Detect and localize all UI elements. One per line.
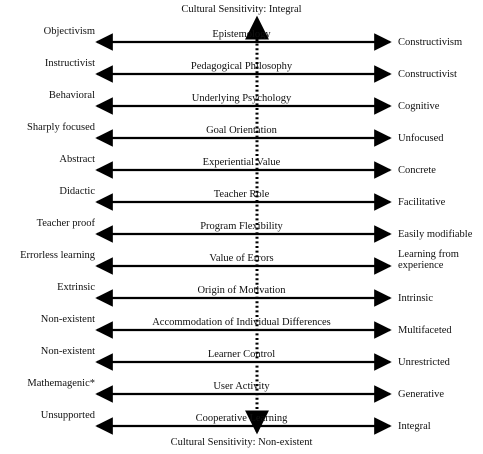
dimension-title: Program Flexibility [200, 221, 283, 232]
dimension-right-pole: Learning from experience [398, 249, 459, 271]
dimension-left-pole: Objectivism [43, 26, 95, 37]
dimension-title: Teacher Role [213, 189, 270, 200]
dimension-left-pole: Extrinsic [57, 282, 95, 293]
dimension-title: Epistemology [212, 29, 271, 40]
dimension-left-pole: Instructivist [44, 58, 95, 69]
dimension-left-pole: Abstract [59, 154, 95, 165]
dimension-left-pole: Mathemagenic* [27, 378, 95, 389]
dimension-title: Learner Control [207, 349, 276, 360]
dimension-right-pole: Easily modifiable [398, 229, 473, 240]
dimension-title: Goal Orientation [206, 125, 277, 136]
dimension-left-pole: Errorless learning [20, 250, 95, 261]
dimension-right-pole: Cognitive [398, 101, 440, 112]
dimension-left-pole: Behavioral [48, 90, 95, 101]
dimension-right-pole: Facilitative [398, 197, 446, 208]
dimension-title: Value of Errors [209, 253, 274, 264]
dimension-right-pole: Multifaceted [398, 325, 452, 336]
dimension-title: User Activity [213, 381, 270, 392]
dimension-left-pole: Unsupported [40, 410, 95, 421]
dimension-right-pole: Intrinsic [398, 293, 433, 304]
dimension-right-pole: Constructivist [398, 69, 457, 80]
dimension-right-pole: Unrestricted [398, 357, 450, 368]
dimension-title: Pedagogical Philosophy [190, 61, 293, 72]
bottom-axis-label: Cultural Sensitivity: Non-existent [170, 437, 313, 448]
dimension-right-pole: Generative [398, 389, 445, 400]
dimension-right-pole: Concrete [398, 165, 436, 176]
dimension-title: Origin of Motivation [197, 285, 286, 296]
dimension-title: Experiential Value [202, 157, 281, 168]
top-axis-label: Cultural Sensitivity: Integral [181, 4, 302, 15]
dimension-right-pole: Unfocused [398, 133, 444, 144]
dimension-left-pole: Teacher proof [36, 218, 95, 229]
dimension-right-pole: Constructivism [398, 37, 463, 48]
dimension-title: Accommodation of Individual Differences [152, 317, 331, 328]
dimension-left-pole: Sharply focused [27, 122, 95, 133]
dimension-right-pole: Integral [398, 421, 431, 432]
dimension-title: Cooperative Learning [195, 413, 288, 424]
dimension-left-pole: Non-existent [40, 346, 95, 357]
dimension-left-pole: Didactic [59, 186, 95, 197]
dimension-left-pole: Non-existent [40, 314, 95, 325]
dimension-title: Underlying Psychology [191, 93, 292, 104]
